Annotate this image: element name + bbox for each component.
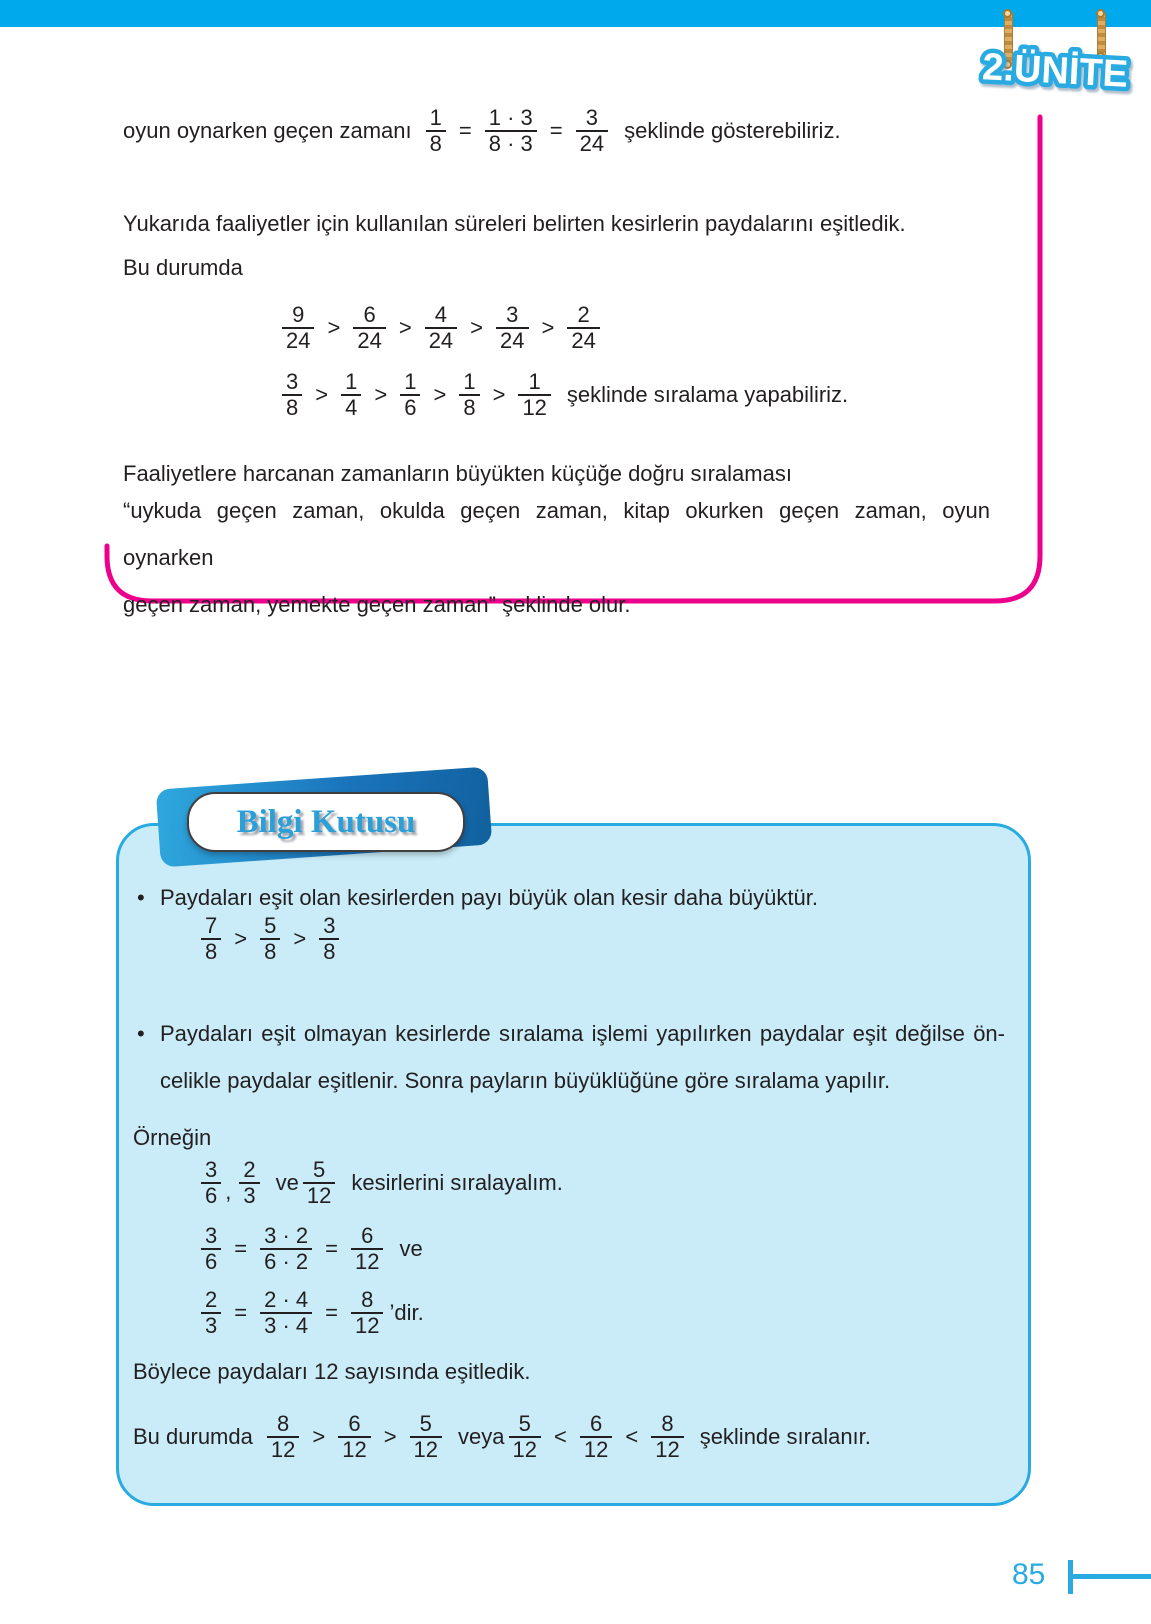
fraction-row-ordered bbox=[278, 370, 848, 420]
fraction bbox=[567, 303, 599, 353]
rope-pin-icon bbox=[1003, 9, 1012, 18]
math-text: Bu durumda bbox=[133, 1424, 253, 1450]
fraction bbox=[425, 303, 457, 353]
paragraph-siralama-listesi bbox=[123, 487, 990, 628]
math-operator: > bbox=[492, 382, 506, 408]
fraction-numerator: 9 bbox=[292, 302, 305, 327]
fraction-denominator: 24 bbox=[496, 327, 528, 353]
bullet-text-line: Paydaları eşit olmayan kesirlerde sıralama işlemi yapılırken paydalar eşit değilse ön- bbox=[160, 1021, 1005, 1046]
fraction-denominator: 6 bbox=[201, 1248, 221, 1274]
math-text: şeklinde gösterebiliriz. bbox=[624, 118, 841, 144]
bullet-icon: • bbox=[137, 885, 145, 910]
fraction-denominator: 12 bbox=[518, 394, 550, 420]
final-ordering-row bbox=[133, 1412, 871, 1462]
fraction-denominator: 8 bbox=[459, 394, 479, 420]
math-operator: = bbox=[325, 1236, 338, 1262]
math-text: oyun oynarken geçen zamanı bbox=[123, 118, 412, 144]
fraction bbox=[239, 1158, 259, 1208]
math-operator: < bbox=[625, 1424, 639, 1450]
fraction-numerator: 8 bbox=[661, 1411, 674, 1436]
fraction-denominator: 8 bbox=[319, 938, 339, 964]
fraction-denominator: 6 bbox=[400, 394, 420, 420]
fraction-denominator: 12 bbox=[303, 1182, 335, 1208]
fraction bbox=[201, 914, 221, 964]
math-operator: > bbox=[312, 1424, 326, 1450]
example-expansion-row-2 bbox=[197, 1288, 424, 1338]
fraction-numerator: 6 bbox=[361, 1223, 374, 1248]
fraction bbox=[351, 1224, 383, 1274]
fraction-numerator: 7 bbox=[205, 913, 218, 938]
fraction-numerator: 5 bbox=[419, 1411, 432, 1436]
fraction-numerator: 1 · 3 bbox=[488, 105, 533, 130]
fraction-denominator: 8 bbox=[282, 394, 302, 420]
fraction-denominator: 8 bbox=[426, 130, 446, 156]
math-text: şeklinde sıralanır. bbox=[699, 1424, 871, 1450]
fraction bbox=[518, 370, 550, 420]
math-operator: = bbox=[458, 118, 472, 144]
rope-pin-icon bbox=[1096, 9, 1105, 18]
fraction-denominator: 8 bbox=[260, 938, 280, 964]
math-operator: = bbox=[549, 118, 563, 144]
fraction-denominator: 24 bbox=[282, 327, 314, 353]
fraction-denominator: 6 bbox=[201, 1182, 221, 1208]
math-operator: = bbox=[234, 1300, 248, 1326]
fraction-numerator: 4 bbox=[434, 302, 448, 327]
fraction bbox=[341, 370, 361, 420]
math-text: şeklinde sıralama yapabiliriz. bbox=[566, 382, 849, 408]
fraction-denominator: 8 · 3 bbox=[485, 130, 537, 156]
footer-rule-line bbox=[1068, 1574, 1151, 1579]
math-operator: > bbox=[234, 926, 248, 952]
math-operator: > bbox=[293, 926, 307, 952]
fraction-numerator: 5 bbox=[312, 1157, 326, 1182]
fraction bbox=[576, 106, 608, 156]
fraction-numerator: 2 · 4 bbox=[264, 1287, 309, 1312]
math-operator: > bbox=[327, 315, 341, 341]
fraction-denominator: 8 bbox=[201, 938, 221, 964]
math-operator: > bbox=[315, 382, 329, 408]
fraction-numerator: 1 bbox=[463, 369, 476, 394]
bullet-item bbox=[137, 1010, 1005, 1104]
math-operator: > bbox=[374, 382, 388, 408]
fraction bbox=[485, 106, 537, 156]
fraction-denominator: 12 bbox=[351, 1248, 383, 1274]
fraction-denominator: 24 bbox=[425, 327, 457, 353]
fraction-denominator: 24 bbox=[576, 130, 608, 156]
fraction bbox=[282, 303, 314, 353]
fraction bbox=[509, 1412, 541, 1462]
fraction-numerator: 6 bbox=[363, 302, 376, 327]
fraction-numerator: 1 bbox=[404, 369, 417, 394]
fraction bbox=[496, 303, 528, 353]
fraction-numerator: 3 · 2 bbox=[264, 1223, 309, 1248]
example-expansion-row-1 bbox=[197, 1224, 423, 1274]
fraction-denominator: 24 bbox=[353, 327, 385, 353]
fraction-denominator: 12 bbox=[338, 1436, 370, 1462]
paragraph-line: geçen zaman, yemekte geçen zaman” şeklinde olur. bbox=[123, 592, 631, 617]
unit-badge-text: 2.ÜNİTE bbox=[981, 46, 1130, 96]
fraction-numerator: 3 bbox=[585, 105, 598, 130]
fraction-denominator: 3 bbox=[239, 1182, 259, 1208]
fraction-numerator: 3 bbox=[205, 1157, 218, 1182]
bullet-icon: • bbox=[137, 1021, 145, 1046]
fraction-row-eighths bbox=[197, 914, 343, 964]
fraction bbox=[651, 1412, 683, 1462]
math-operator: = bbox=[234, 1236, 248, 1262]
math-operator: > bbox=[398, 315, 412, 341]
fraction bbox=[260, 1288, 312, 1338]
paragraph-boylece: Böylece paydaları 12 sayısında eşitledik. bbox=[133, 1359, 531, 1384]
fraction-numerator: 3 bbox=[506, 302, 519, 327]
fraction-denominator: 12 bbox=[410, 1436, 442, 1462]
intro-equation-row bbox=[123, 106, 841, 156]
fraction-numerator: 1 bbox=[429, 105, 442, 130]
fraction bbox=[303, 1158, 335, 1208]
fraction-numerator: 8 bbox=[276, 1411, 290, 1436]
fraction-numerator: 6 bbox=[589, 1411, 603, 1436]
page-number: 85 bbox=[1012, 1558, 1046, 1591]
fraction-numerator: 2 bbox=[243, 1157, 256, 1182]
fraction bbox=[267, 1412, 299, 1462]
math-text: ve bbox=[275, 1170, 299, 1196]
paragraph-line: “uykuda geçen zaman, okulda geçen zaman, kitap okurken geçen zaman, oyun oynarken bbox=[123, 498, 990, 570]
paragraph-siralama-intro: Faaliyetlere harcanan zamanların büyükten küçüğe doğru sıralaması bbox=[123, 461, 792, 486]
fraction-numerator: 3 bbox=[323, 913, 336, 938]
fraction bbox=[580, 1412, 612, 1462]
fraction bbox=[201, 1288, 221, 1338]
example-fractions-row bbox=[197, 1158, 563, 1208]
math-operator: < bbox=[554, 1424, 567, 1450]
fraction-numerator: 2 bbox=[205, 1287, 218, 1312]
fraction-denominator: 4 bbox=[341, 394, 361, 420]
fraction-numerator: 5 bbox=[264, 913, 277, 938]
fraction bbox=[338, 1412, 370, 1462]
math-operator: > bbox=[470, 315, 484, 341]
bullet-item bbox=[137, 884, 1020, 912]
fraction-numerator: 3 bbox=[286, 369, 299, 394]
bullet-text-line: celikle paydalar eşitlenir. Sonra payların büyüklüğüne göre sıralama yapılır. bbox=[160, 1068, 891, 1093]
top-bar bbox=[0, 0, 1151, 27]
math-text: , bbox=[225, 1179, 232, 1205]
fraction bbox=[319, 914, 339, 964]
example-label: Örneğin bbox=[133, 1125, 212, 1150]
info-box-title: Bilgi Kutusu bbox=[236, 803, 416, 840]
fraction-denominator: 6 · 2 bbox=[260, 1248, 312, 1274]
math-operator: > bbox=[433, 382, 447, 408]
bullet-text: Paydaları eşit olan kesirlerden payı büyük olan kesir daha büyüktür. bbox=[160, 885, 818, 910]
fraction-numerator: 1 bbox=[345, 369, 358, 394]
fraction bbox=[201, 1224, 221, 1274]
fraction-denominator: 3 bbox=[201, 1312, 221, 1338]
fraction-numerator: 2 bbox=[577, 302, 590, 327]
fraction bbox=[353, 303, 385, 353]
fraction-denominator: 12 bbox=[651, 1436, 683, 1462]
fraction-numerator: 8 bbox=[361, 1287, 374, 1312]
paragraph-paydalar-esitledik: Yukarıda faaliyetler için kullanılan süreleri belirten kesirlerin paydalarını eşitledik. bbox=[123, 211, 906, 236]
math-operator: = bbox=[325, 1300, 338, 1326]
info-box-title-pill bbox=[187, 792, 465, 852]
math-text: veya bbox=[458, 1424, 505, 1450]
unit-badge bbox=[962, 34, 1148, 102]
fraction bbox=[260, 1224, 312, 1274]
paragraph-bu-durumda: Bu durumda bbox=[123, 255, 243, 280]
fraction bbox=[282, 370, 302, 420]
fraction bbox=[351, 1288, 383, 1338]
fraction-numerator: 6 bbox=[348, 1411, 361, 1436]
math-text: ’dir. bbox=[389, 1300, 424, 1326]
fraction-denominator: 12 bbox=[267, 1436, 299, 1462]
fraction-numerator: 1 bbox=[528, 369, 541, 394]
fraction-denominator: 12 bbox=[351, 1312, 383, 1338]
fraction-denominator: 12 bbox=[580, 1436, 612, 1462]
fraction-denominator: 3 · 4 bbox=[260, 1312, 312, 1338]
math-operator: > bbox=[541, 315, 555, 341]
fraction-denominator: 24 bbox=[567, 327, 599, 353]
fraction bbox=[459, 370, 479, 420]
fraction bbox=[426, 106, 446, 156]
fraction bbox=[201, 1158, 221, 1208]
fraction bbox=[260, 914, 280, 964]
fraction-denominator: 12 bbox=[509, 1436, 541, 1462]
fraction-row-24ths bbox=[278, 303, 604, 353]
fraction bbox=[400, 370, 420, 420]
math-operator: > bbox=[383, 1424, 397, 1450]
math-text: ve bbox=[399, 1236, 423, 1262]
fraction bbox=[410, 1412, 442, 1462]
math-text: kesirlerini sıralayalım. bbox=[351, 1170, 563, 1196]
fraction-numerator: 5 bbox=[518, 1411, 531, 1436]
fraction-numerator: 3 bbox=[205, 1223, 218, 1248]
